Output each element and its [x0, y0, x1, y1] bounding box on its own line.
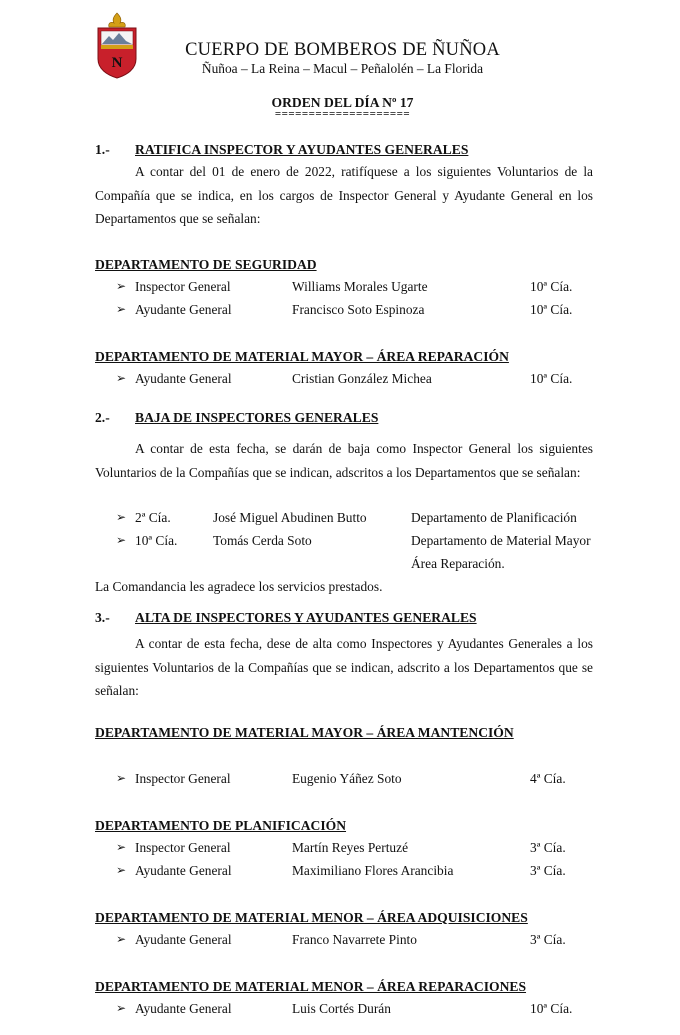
logo-letter: N — [111, 55, 123, 71]
dept-seguridad-heading: DEPARTAMENTO DE SEGURIDAD — [95, 257, 317, 272]
person-name: Tomás Cerda Soto — [213, 533, 312, 548]
role: Inspector General — [135, 771, 231, 786]
company: 2ª Cía. — [135, 510, 171, 525]
person-name: Martín Reyes Pertuzé — [292, 840, 409, 855]
section-3-paragraph: A contar de esta fecha, dese de alta como Inspectores y Ayudantes Generales a los siguientes Voluntarios de la Compañías que se indican, adscrito a los Departamentos que se señalan: — [95, 636, 593, 698]
list-item — [0, 932, 680, 954]
arrow-bullet-icon: ➢ — [116, 302, 127, 316]
section-2-title: BAJA DE INSPECTORES GENERALES — [135, 410, 379, 425]
dept-mmenor-reparaciones-heading: DEPARTAMENTO DE MATERIAL MENOR – ÁREA REPARACIONES — [95, 979, 527, 994]
organization-communes: Ñuñoa – La Reina – Macul – Peñalolén – La Florida — [201, 61, 484, 76]
person-name: Williams Morales Ugarte — [292, 279, 428, 294]
fire-department-logo — [95, 11, 139, 79]
dept-mmenor-adquisiciones-heading: DEPARTAMENTO DE MATERIAL MENOR – ÁREA ADQUISICIONES — [95, 910, 528, 925]
company: 3ª Cía. — [530, 863, 566, 878]
department: Departamento de Material Mayor — [411, 533, 591, 548]
section-2-closing: La Comandancia les agradece los servicios prestados. — [95, 579, 383, 594]
list-item-continuation — [0, 556, 680, 578]
dept-mm-reparacion-heading: DEPARTAMENTO DE MATERIAL MAYOR – ÁREA REPARACIÓN — [95, 349, 509, 364]
arrow-bullet-icon: ➢ — [116, 771, 127, 785]
company: 10ª Cía. — [135, 533, 178, 548]
list-item — [0, 771, 680, 793]
arrow-bullet-icon: ➢ — [116, 863, 127, 877]
dept-planificacion-heading: DEPARTAMENTO DE PLANIFICACIÓN — [95, 818, 347, 833]
order-title: ORDEN DEL DÍA Nº 17 — [271, 95, 414, 110]
section-2-paragraph: A contar de esta fecha, se darán de baja como Inspector General los siguientes Voluntarios de la Compañías que se indican, adscritos a los Departamentos que se señalan: — [95, 441, 593, 480]
section-3-title: ALTA DE INSPECTORES Y AYUDANTES GENERALES — [135, 610, 477, 625]
arrow-bullet-icon: ➢ — [116, 840, 127, 854]
section-1-title: RATIFICA INSPECTOR Y AYUDANTES GENERALES — [135, 142, 469, 157]
section-1-paragraph: A contar del 01 de enero de 2022, ratifíquese a los siguientes Voluntarios de la Compañía que se indica, en los cargos de Inspector General y Ayudante General en los Departamentos que se señalan: — [95, 164, 593, 226]
list-item — [0, 371, 680, 393]
company: 3ª Cía. — [530, 932, 566, 947]
list-item — [0, 863, 680, 885]
order-title-rule: ==================== — [274, 108, 411, 120]
dept-mm-mantencion-heading: DEPARTAMENTO DE MATERIAL MAYOR – ÁREA MANTENCIÓN — [95, 725, 514, 740]
person-name: Franco Navarrete Pinto — [292, 932, 417, 947]
role: Ayudante General — [135, 932, 232, 947]
list-item — [0, 533, 680, 555]
company: 4ª Cía. — [530, 771, 566, 786]
person-name: Francisco Soto Espinoza — [292, 302, 425, 317]
company: 10ª Cía. — [530, 302, 573, 317]
role: Inspector General — [135, 840, 231, 855]
role: Ayudante General — [135, 863, 232, 878]
organization-name: CUERPO DE BOMBEROS DE ÑUÑOA — [185, 40, 500, 60]
company: 10ª Cía. — [530, 279, 573, 294]
arrow-bullet-icon: ➢ — [116, 1001, 127, 1015]
person-name: José Miguel Abudinen Butto — [213, 510, 367, 525]
company: 10ª Cía. — [530, 371, 573, 386]
section-1-number: 1.- — [95, 142, 110, 157]
person-name: Luis Cortés Durán — [292, 1001, 391, 1016]
company: 10ª Cía. — [530, 1001, 573, 1016]
role: Ayudante General — [135, 371, 232, 386]
section-3-number: 3.- — [95, 610, 110, 625]
person-name: Eugenio Yáñez Soto — [292, 771, 402, 786]
arrow-bullet-icon: ➢ — [116, 279, 127, 293]
department: Departamento de Planificación — [411, 510, 577, 525]
department-line-2: Área Reparación. — [411, 556, 505, 571]
arrow-bullet-icon: ➢ — [116, 932, 127, 946]
section-2-number: 2.- — [95, 410, 110, 425]
person-name: Cristian González Michea — [292, 371, 432, 386]
company: 3ª Cía. — [530, 840, 566, 855]
list-item — [0, 279, 680, 301]
list-item — [0, 302, 680, 324]
arrow-bullet-icon: ➢ — [116, 510, 127, 524]
role: Ayudante General — [135, 302, 232, 317]
arrow-bullet-icon: ➢ — [116, 533, 127, 547]
list-item — [0, 1001, 680, 1023]
role: Ayudante General — [135, 1001, 232, 1016]
list-item — [0, 840, 680, 862]
list-item — [0, 510, 680, 532]
arrow-bullet-icon: ➢ — [116, 371, 127, 385]
role: Inspector General — [135, 279, 231, 294]
person-name: Maximiliano Flores Arancibia — [292, 863, 454, 878]
